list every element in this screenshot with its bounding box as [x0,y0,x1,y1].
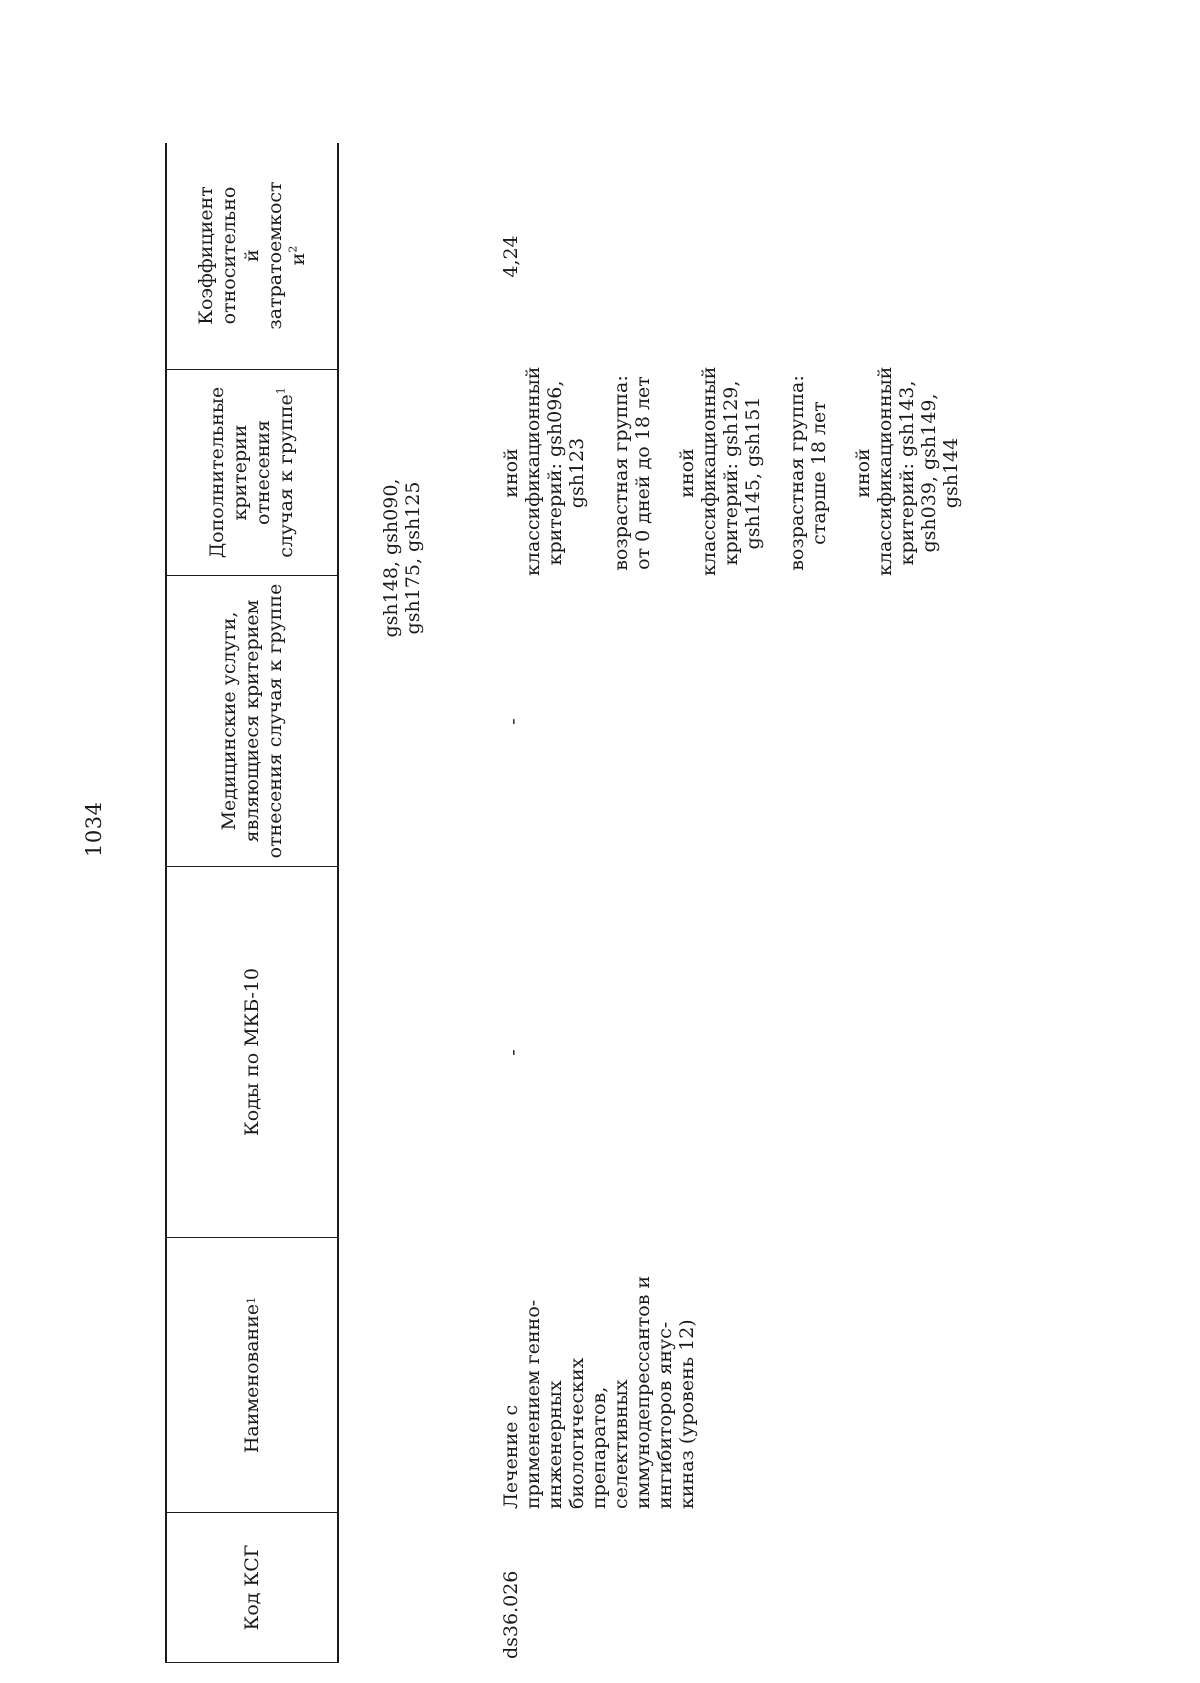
criteria-line: gsh145, gsh151 [742,396,764,550]
name-line: киназ (уровень 12) [676,1319,698,1509]
cell-name [500,1238,698,1513]
header-name: Наименование 1 [167,1237,337,1512]
cell-criteria [500,366,962,576]
header-services-line: являющиеся критерием [240,599,263,843]
criteria-line: классификационный [698,366,720,576]
criteria-block [786,370,830,576]
table [165,143,339,1663]
criteria-line: иной [852,448,874,498]
criteria-line: от 0 дней до 18 лет [632,376,654,570]
name-line: селективных [610,1379,632,1509]
cell-services: - [502,718,524,725]
continuation-line: gsh148, gsh090, [380,478,402,638]
criteria-line: критерий: gsh143, [896,380,918,566]
header-services [167,575,337,866]
header-ksg-code: Код КСГ [167,1512,337,1662]
criteria-line: классификационный [522,366,544,576]
header-services-line: Медицинские услуги, [217,611,240,831]
criteria-line: иной [676,448,698,498]
criteria-line: возрастная группа: [786,375,808,571]
name-line: ингибиторов янус- [654,1321,676,1509]
criteria-line: классификационный [874,366,896,576]
table-header [165,143,339,1663]
page-number: 1034 [82,801,106,857]
criteria-block [610,370,654,576]
header-coefficient-footnote: 2 [286,245,300,253]
header-coefficient [167,142,337,369]
table-row [500,143,962,1663]
criteria-line: gsh123 [566,437,588,509]
header-coefficient-line: затратоемкост [263,181,286,330]
header-criteria-line: критерии отнесения [229,419,274,526]
header-services-line: отнесения случая к группе [263,583,286,859]
header-criteria [167,369,337,575]
name-line: инженерных [544,1380,566,1509]
name-line: Лечение с [500,1404,522,1509]
criteria-line: gsh039, gsh149, [918,393,940,553]
name-line: биологических [566,1357,588,1509]
criteria-block [676,366,764,576]
header-coefficient-line: й [240,249,263,262]
header-mkb-codes: Коды по МКБ-10 [167,866,337,1237]
criteria-line: критерий: gsh129, [720,380,742,566]
cell-coefficient: 4,24 [500,235,522,278]
header-coefficient-line: относительно [217,186,240,325]
header-coefficient-line: $и^2$ [286,245,309,266]
criteria-block [852,366,962,576]
previous-row-criteria-continuation [380,478,424,638]
continuation-line: gsh175, gsh125 [402,481,424,635]
criteria-line: критерий: gsh096, [544,380,566,566]
header-criteria-line: случая к группе$^1$ [274,387,297,558]
header-coefficient-line: Коэффициент [194,186,217,325]
cell-mkb-codes: - [502,1049,524,1056]
cell-ksg-code: ds36.026 [500,1570,522,1659]
criteria-line: иной [500,448,522,498]
header-criteria-footnote: 1 [274,387,288,395]
criteria-line: gsh144 [940,437,962,509]
criteria-line: старше 18 лет [808,401,830,545]
header-criteria-line: Дополнительные [206,386,228,559]
criteria-block [500,366,588,576]
criteria-line: возрастная группа: [610,375,632,571]
name-line: применением генно- [522,1299,544,1509]
name-line: иммунодепрессантов и [632,1275,654,1509]
header-name-text: Наименование [240,1303,263,1454]
name-line: препаратов, [588,1386,610,1509]
